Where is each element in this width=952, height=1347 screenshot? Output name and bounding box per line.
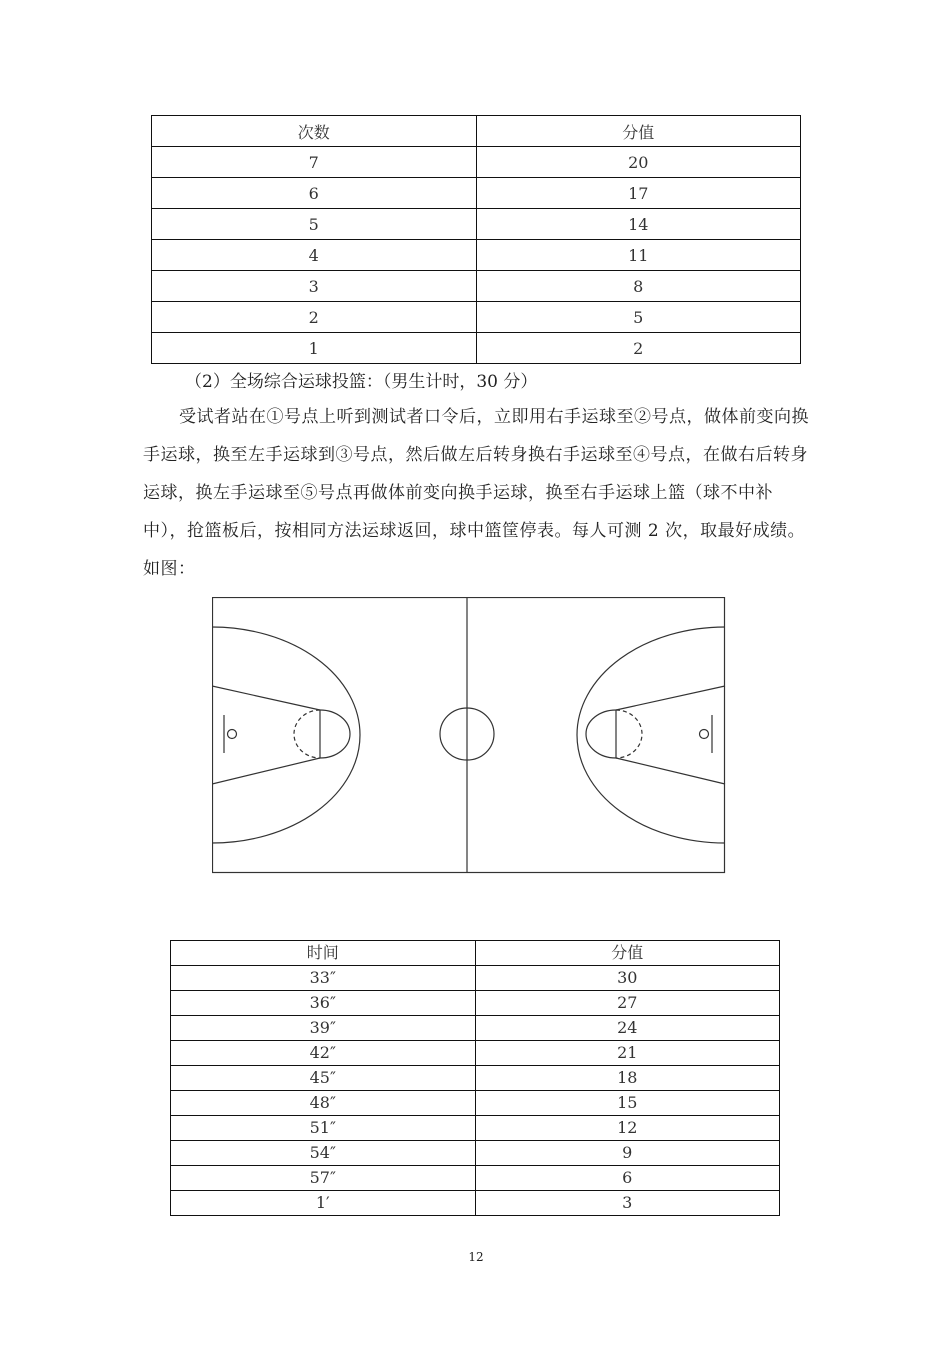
table-cell: 51″ (171, 1116, 476, 1141)
table-cell: 3 (475, 1191, 780, 1216)
table-header-cell: 分值 (475, 941, 780, 966)
left-lane-top (212, 686, 320, 710)
table-cell: 6 (152, 178, 477, 209)
table-cell: 15 (475, 1091, 780, 1116)
right-lane-bottom (616, 758, 725, 784)
table-cell: 6 (475, 1166, 780, 1191)
table-row (152, 333, 801, 364)
table-cell: 5 (152, 209, 477, 240)
table-row (152, 271, 801, 302)
right-lane-top (616, 686, 725, 710)
table-row (152, 178, 801, 209)
table-cell: 2 (152, 302, 477, 333)
left-free-throw-circle-outer (320, 710, 350, 758)
table-cell: 42″ (171, 1041, 476, 1066)
table-row (171, 1166, 780, 1191)
table-cell: 20 (476, 147, 801, 178)
table-row (152, 147, 801, 178)
left-basket (228, 730, 237, 739)
table-row (171, 991, 780, 1016)
table-cell: 3 (152, 271, 477, 302)
score-table-attempts (151, 115, 801, 364)
right-basket (700, 730, 709, 739)
table-row (171, 1066, 780, 1091)
table-cell: 24 (475, 1016, 780, 1041)
table-row (171, 1191, 780, 1216)
right-free-throw-circle-inner (616, 710, 642, 758)
table1-body (152, 116, 801, 364)
table-cell: 54″ (171, 1141, 476, 1166)
left-three-point-arc (212, 627, 360, 843)
table-header-cell: 分值 (476, 116, 801, 147)
table-cell: 9 (475, 1141, 780, 1166)
table-row (171, 1116, 780, 1141)
table-header-cell: 次数 (152, 116, 477, 147)
table2-body (171, 941, 780, 1216)
table-cell: 1 (152, 333, 477, 364)
right-three-point-arc (577, 627, 725, 843)
table-cell: 48″ (171, 1091, 476, 1116)
right-free-throw-circle-outer (586, 710, 616, 758)
table-header-cell: 时间 (171, 941, 476, 966)
table-cell: 14 (476, 209, 801, 240)
left-free-throw-circle-inner (294, 710, 320, 758)
court-boundary (213, 598, 725, 873)
table-cell: 18 (475, 1066, 780, 1091)
table-cell: 36″ (171, 991, 476, 1016)
table-row (171, 1041, 780, 1066)
table-cell: 1′ (171, 1191, 476, 1216)
table-cell: 30 (475, 966, 780, 991)
table-row (171, 966, 780, 991)
page-number: 12 (468, 1250, 484, 1264)
table-cell: 4 (152, 240, 477, 271)
table-header-row (171, 941, 780, 966)
table-cell: 45″ (171, 1066, 476, 1091)
left-lane-bottom (212, 758, 320, 784)
table-cell: 2 (476, 333, 801, 364)
table-row (171, 1141, 780, 1166)
table-cell: 57″ (171, 1166, 476, 1191)
table-row (152, 302, 801, 333)
table-cell: 7 (152, 147, 477, 178)
basketball-court-diagram (212, 597, 726, 874)
table-cell: 33″ (171, 966, 476, 991)
table-cell: 8 (476, 271, 801, 302)
table-cell: 5 (476, 302, 801, 333)
table-header-row (152, 116, 801, 147)
table-cell: 11 (476, 240, 801, 271)
table-row (171, 1091, 780, 1116)
table-cell: 12 (475, 1116, 780, 1141)
table-row (152, 209, 801, 240)
table-cell: 27 (475, 991, 780, 1016)
table-cell: 39″ (171, 1016, 476, 1041)
score-table-time (170, 940, 780, 1216)
table-cell: 21 (475, 1041, 780, 1066)
table-row (152, 240, 801, 271)
table-row (171, 1016, 780, 1041)
section-heading: （2）全场综合运球投篮：（男生计时，30 分） (185, 372, 538, 392)
section-body: 受试者站在①号点上听到测试者口令后，立即用右手运球至②号点，做体前变向换手运球，换至左手运球到③号点，然后做左后转身换右手运球至④号点，在做右后转身运球，换左手运球至⑤号点再做体前变向换手运球，换至右手运球上篮（球不中补中），抢篮板后，按相同方法运球返回，球中篮筐停表。每人可测 2 次，取最好成绩。如图： (143, 407, 809, 579)
table-cell: 17 (476, 178, 801, 209)
